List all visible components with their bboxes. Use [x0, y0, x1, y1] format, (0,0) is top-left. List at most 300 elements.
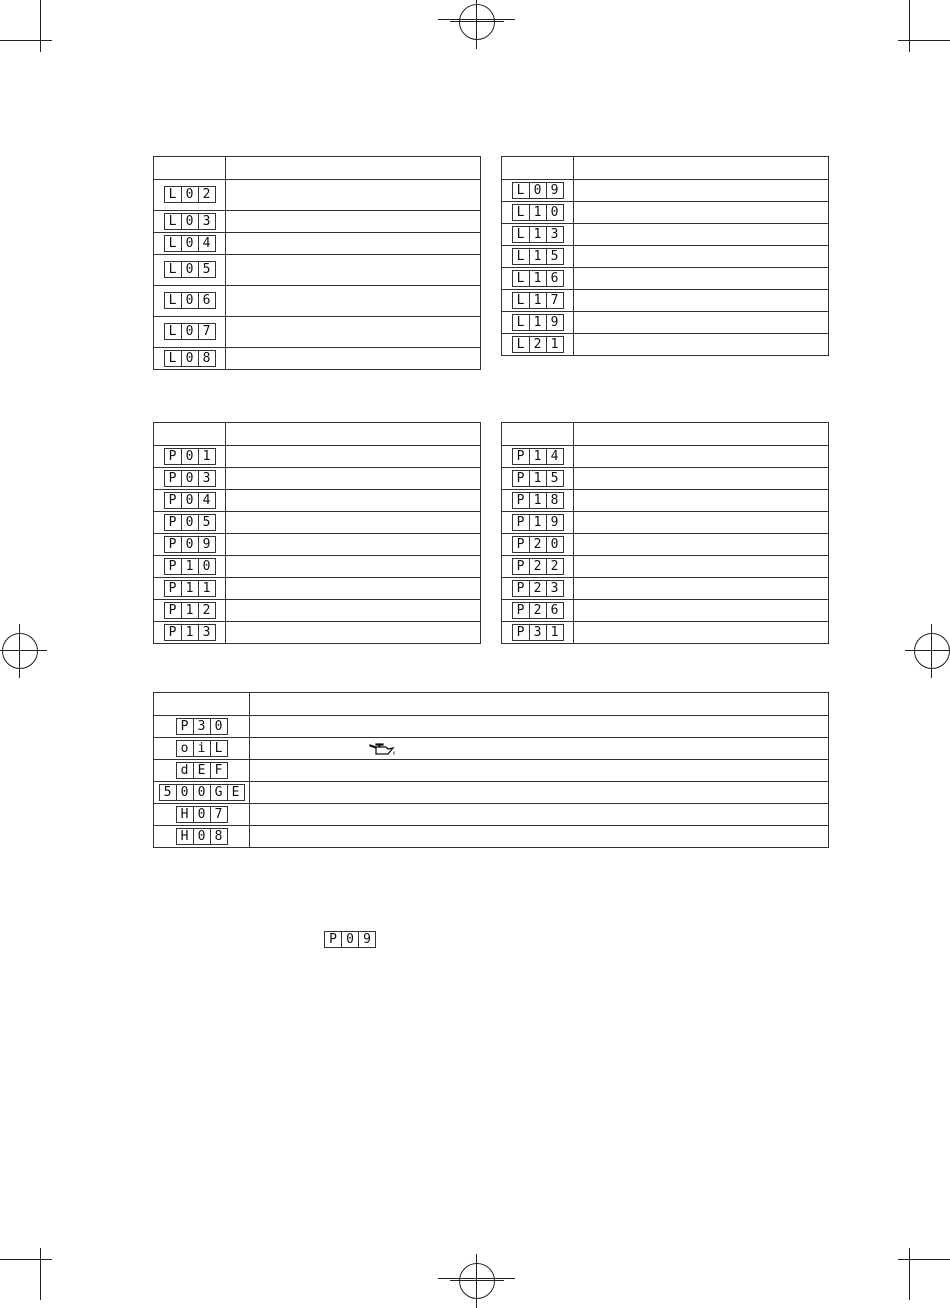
seven-segment-code	[512, 602, 564, 619]
table-row	[154, 468, 481, 490]
table-row	[502, 468, 829, 490]
seven-segment-code	[512, 292, 564, 309]
seven-segment-code	[164, 448, 216, 465]
segment-digit: L	[516, 292, 525, 308]
segment-digit: 9	[546, 515, 563, 530]
segment-digit: 2	[546, 559, 563, 574]
registration-mark-icon	[459, 4, 495, 40]
table-row	[154, 738, 829, 760]
segment-digit: H	[180, 806, 189, 822]
code-cell	[154, 348, 226, 370]
table-row	[502, 622, 829, 644]
description-cell	[250, 716, 829, 738]
seven-segment-code	[512, 536, 564, 553]
segment-digit: P	[516, 448, 525, 464]
segment-digit: L	[516, 314, 525, 330]
description-cell	[226, 446, 481, 468]
segment-digit: 1	[529, 205, 546, 220]
table-row	[502, 600, 829, 622]
segment-digit: 1	[529, 515, 546, 530]
segment-digit: 0	[546, 537, 563, 552]
error-code-table-p-right	[501, 422, 829, 644]
segment-digit: 1	[198, 449, 215, 464]
segment-digit: 1	[529, 227, 546, 242]
segment-digit: P	[168, 558, 177, 574]
segment-digit: 0	[176, 785, 193, 800]
segment-digit: 0	[181, 262, 198, 277]
seven-segment-code	[512, 448, 564, 465]
segment-digit: 2	[529, 581, 546, 596]
segment-digit: F	[210, 763, 227, 778]
description-cell	[250, 782, 829, 804]
description-cell	[574, 202, 829, 224]
segment-digit: 1	[181, 603, 198, 618]
table-row	[154, 600, 481, 622]
description-cell	[574, 446, 829, 468]
description-cell	[250, 738, 829, 760]
code-cell	[502, 490, 574, 512]
table-row	[502, 224, 829, 246]
table-row	[502, 268, 829, 290]
table-row	[502, 290, 829, 312]
description-cell	[226, 600, 481, 622]
code-cell	[154, 512, 226, 534]
code-cell	[502, 202, 574, 224]
table-row	[154, 211, 481, 233]
description-cell	[574, 534, 829, 556]
segment-digit: 0	[341, 932, 358, 947]
segment-digit: L	[168, 213, 177, 229]
segment-digit: 7	[546, 293, 563, 308]
description-cell	[574, 468, 829, 490]
segment-digit: 4	[198, 236, 215, 251]
segment-digit: 2	[198, 187, 215, 202]
table-row	[502, 246, 829, 268]
table-row	[154, 760, 829, 782]
table-row	[154, 622, 481, 644]
segment-digit: 8	[198, 351, 215, 366]
segment-digit: P	[168, 580, 177, 596]
code-cell	[502, 246, 574, 268]
segment-digit: 0	[181, 324, 198, 339]
segment-digit: P	[168, 514, 177, 530]
segment-digit: P	[516, 470, 525, 486]
description-cell	[226, 512, 481, 534]
segment-digit: E	[227, 785, 244, 800]
code-cell	[502, 600, 574, 622]
seven-segment-code	[512, 624, 564, 641]
table-row	[154, 348, 481, 370]
segment-digit: 4	[546, 449, 563, 464]
seven-segment-code	[512, 492, 564, 509]
segment-digit: 7	[198, 324, 215, 339]
oil-can-icon	[368, 741, 396, 757]
table-row	[154, 446, 481, 468]
segment-digit: 3	[546, 227, 563, 242]
code-cell	[502, 180, 574, 202]
segment-digit: L	[516, 270, 525, 286]
table-header-row	[154, 157, 481, 180]
segment-digit: P	[168, 492, 177, 508]
table-row	[502, 512, 829, 534]
description-cell	[250, 826, 829, 848]
segment-digit: 1	[546, 625, 563, 640]
segment-digit: 1	[529, 293, 546, 308]
code-cell	[154, 233, 226, 255]
code-cell	[502, 556, 574, 578]
description-cell	[226, 534, 481, 556]
segment-digit: L	[516, 226, 525, 242]
seven-segment-code	[164, 558, 216, 575]
table-row	[502, 334, 829, 356]
error-code-table-l-right	[501, 156, 829, 356]
code-cell	[154, 782, 250, 804]
table-row	[502, 180, 829, 202]
segment-digit: 1	[529, 249, 546, 264]
table-row	[154, 556, 481, 578]
crop-mark	[898, 40, 950, 41]
table-row	[154, 255, 481, 286]
seven-segment-code	[164, 624, 216, 641]
seven-segment-code	[512, 336, 564, 353]
segment-digit: P	[168, 536, 177, 552]
code-cell	[154, 826, 250, 848]
segment-digit: P	[168, 624, 177, 640]
seven-segment-code	[512, 204, 564, 221]
segment-digit: P	[516, 602, 525, 618]
table-row	[154, 512, 481, 534]
code-cell	[502, 290, 574, 312]
segment-digit: 9	[198, 537, 215, 552]
code-cell	[154, 286, 226, 317]
segment-digit: P	[168, 448, 177, 464]
segment-digit: 5	[163, 784, 172, 800]
segment-digit: 1	[529, 471, 546, 486]
seven-segment-code	[164, 213, 216, 230]
registration-mark-icon	[2, 633, 38, 669]
code-cell	[502, 446, 574, 468]
segment-digit: 9	[358, 932, 375, 947]
segment-digit: L	[168, 187, 177, 203]
code-cell	[154, 600, 226, 622]
seven-segment-code	[512, 514, 564, 531]
seven-segment-code	[512, 580, 564, 597]
seven-segment-code	[164, 323, 216, 340]
segment-digit: L	[516, 204, 525, 220]
crop-mark	[0, 40, 52, 41]
description-cell	[574, 224, 829, 246]
table-body	[154, 716, 829, 848]
code-cell	[154, 317, 226, 348]
segment-digit: 0	[181, 449, 198, 464]
seven-segment-code	[164, 514, 216, 531]
segment-digit: 1	[529, 493, 546, 508]
description-cell	[574, 600, 829, 622]
segment-digit: 0	[529, 183, 546, 198]
crop-mark	[909, 0, 910, 52]
seven-segment-code	[512, 226, 564, 243]
description-cell	[574, 622, 829, 644]
segment-digit: 1	[529, 449, 546, 464]
table-header-row	[502, 157, 829, 180]
table-body	[502, 446, 829, 644]
segment-digit: 2	[529, 559, 546, 574]
description-cell	[574, 312, 829, 334]
seven-segment-code	[164, 186, 216, 203]
segment-digit: 1	[529, 315, 546, 330]
segment-digit: L	[516, 336, 525, 352]
description-cell	[574, 246, 829, 268]
segment-digit: L	[210, 741, 227, 756]
description-cell	[226, 556, 481, 578]
seven-segment-code	[512, 314, 564, 331]
segment-digit: 0	[181, 236, 198, 251]
segment-digit: 8	[546, 493, 563, 508]
description-cell	[574, 490, 829, 512]
description-cell	[574, 268, 829, 290]
table-body	[502, 180, 829, 356]
code-cell	[502, 268, 574, 290]
seven-segment-code	[176, 806, 228, 823]
code-cell	[154, 738, 250, 760]
code-cell	[502, 468, 574, 490]
segment-digit: L	[516, 248, 525, 264]
segment-digit: 3	[193, 719, 210, 734]
segment-digit: 1	[529, 271, 546, 286]
segment-digit: L	[168, 235, 177, 251]
seven-segment-code	[512, 248, 564, 265]
segment-digit: 2	[529, 603, 546, 618]
segment-digit: 0	[181, 293, 198, 308]
code-cell	[502, 312, 574, 334]
description-cell	[226, 317, 481, 348]
segment-digit: 1	[181, 625, 198, 640]
table-row	[502, 202, 829, 224]
code-cell	[502, 622, 574, 644]
code-cell	[154, 556, 226, 578]
description-cell	[574, 512, 829, 534]
table-row	[154, 490, 481, 512]
segment-digit: 0	[181, 515, 198, 530]
segment-digit: i	[193, 741, 210, 756]
table-row	[154, 286, 481, 317]
segment-digit: P	[516, 492, 525, 508]
crop-mark	[40, 0, 41, 52]
crop-mark	[40, 1248, 41, 1300]
error-code-table-l-left	[153, 156, 481, 370]
table-row	[154, 534, 481, 556]
segment-digit: 0	[181, 537, 198, 552]
segment-digit: 5	[198, 262, 215, 277]
segment-digit: E	[193, 763, 210, 778]
description-cell	[226, 211, 481, 233]
segment-digit: 0	[198, 559, 215, 574]
table-row	[154, 578, 481, 600]
seven-segment-code	[164, 261, 216, 278]
description-cell	[574, 556, 829, 578]
table-body	[154, 180, 481, 370]
seven-segment-code	[324, 931, 376, 948]
table-header-row	[154, 423, 481, 446]
segment-digit: 9	[546, 315, 563, 330]
table-row	[154, 716, 829, 738]
code-cell	[502, 334, 574, 356]
table-header-row	[502, 423, 829, 446]
seven-segment-code	[159, 784, 245, 801]
segment-digit: L	[168, 350, 177, 366]
table-body	[154, 446, 481, 644]
seven-segment-code	[512, 558, 564, 575]
description-cell	[226, 255, 481, 286]
table-row	[502, 534, 829, 556]
description-cell	[574, 180, 829, 202]
description-cell	[226, 490, 481, 512]
segment-digit: d	[180, 762, 189, 778]
seven-segment-code	[176, 762, 228, 779]
note-code-display	[324, 931, 376, 949]
code-cell	[154, 446, 226, 468]
description-cell	[226, 578, 481, 600]
code-cell	[154, 180, 226, 211]
code-cell	[154, 534, 226, 556]
crop-mark	[909, 1248, 910, 1300]
code-cell	[502, 224, 574, 246]
description-cell	[226, 180, 481, 211]
seven-segment-code	[164, 235, 216, 252]
seven-segment-code	[164, 350, 216, 367]
code-cell	[502, 534, 574, 556]
segment-digit: 9	[546, 183, 563, 198]
segment-digit: 3	[546, 581, 563, 596]
segment-digit: o	[180, 740, 189, 756]
segment-digit: P	[516, 624, 525, 640]
segment-digit: 1	[181, 581, 198, 596]
description-cell	[226, 622, 481, 644]
seven-segment-code	[164, 602, 216, 619]
seven-segment-code	[512, 182, 564, 199]
segment-digit: 4	[198, 493, 215, 508]
table-row	[154, 782, 829, 804]
description-cell	[250, 804, 829, 826]
segment-digit: L	[168, 324, 177, 340]
code-cell	[154, 804, 250, 826]
segment-digit: 5	[198, 515, 215, 530]
segment-digit: P	[516, 580, 525, 596]
segment-digit: 3	[198, 471, 215, 486]
description-cell	[226, 348, 481, 370]
segment-digit: 5	[546, 471, 563, 486]
segment-digit: 3	[198, 214, 215, 229]
segment-digit: P	[516, 514, 525, 530]
description-cell	[226, 233, 481, 255]
error-code-table-p-left	[153, 422, 481, 644]
code-cell	[154, 578, 226, 600]
table-row	[502, 556, 829, 578]
crop-mark	[898, 1259, 950, 1260]
seven-segment-code	[512, 270, 564, 287]
segment-digit: 1	[198, 581, 215, 596]
seven-segment-code	[176, 740, 228, 757]
code-cell	[154, 468, 226, 490]
segment-digit: 7	[210, 807, 227, 822]
segment-digit: 0	[181, 493, 198, 508]
segment-digit: 2	[529, 537, 546, 552]
segment-digit: P	[168, 470, 177, 486]
segment-digit: 1	[181, 559, 198, 574]
table-header-row	[154, 693, 829, 716]
segment-digit: 0	[193, 785, 210, 800]
segment-digit: 2	[198, 603, 215, 618]
crop-mark	[0, 1259, 52, 1260]
segment-digit: P	[329, 932, 337, 948]
seven-segment-code	[164, 470, 216, 487]
segment-digit: L	[168, 262, 177, 278]
description-cell	[574, 290, 829, 312]
segment-digit: 6	[546, 603, 563, 618]
segment-digit: P	[516, 558, 525, 574]
description-cell	[574, 578, 829, 600]
segment-digit: 0	[193, 807, 210, 822]
seven-segment-code	[512, 470, 564, 487]
table-row	[502, 578, 829, 600]
segment-digit: 6	[198, 293, 215, 308]
description-cell	[250, 760, 829, 782]
segment-digit: G	[210, 785, 227, 800]
code-cell	[154, 760, 250, 782]
code-cell	[502, 578, 574, 600]
segment-digit: 6	[546, 271, 563, 286]
seven-segment-code	[164, 580, 216, 597]
seven-segment-code	[164, 536, 216, 553]
segment-digit: 0	[181, 471, 198, 486]
code-cell	[154, 211, 226, 233]
segment-digit: L	[516, 182, 525, 198]
segment-digit: 0	[546, 205, 563, 220]
table-row	[502, 490, 829, 512]
code-cell	[502, 512, 574, 534]
warning-code-table	[153, 692, 829, 848]
table-row	[154, 826, 829, 848]
segment-digit: 0	[210, 719, 227, 734]
table-row	[154, 804, 829, 826]
code-cell	[154, 716, 250, 738]
registration-mark-icon	[914, 633, 950, 669]
code-cell	[154, 490, 226, 512]
seven-segment-code	[164, 492, 216, 509]
segment-digit: P	[516, 536, 525, 552]
segment-digit: 1	[546, 337, 563, 352]
code-cell	[154, 255, 226, 286]
seven-segment-code	[164, 292, 216, 309]
segment-digit: 2	[529, 337, 546, 352]
segment-digit: 8	[210, 829, 227, 844]
segment-digit: 0	[181, 187, 198, 202]
description-cell	[226, 468, 481, 490]
segment-digit: 3	[198, 625, 215, 640]
segment-digit: 0	[193, 829, 210, 844]
table-row	[502, 312, 829, 334]
description-cell	[574, 334, 829, 356]
segment-digit: H	[180, 828, 189, 844]
segment-digit: 5	[546, 249, 563, 264]
seven-segment-code	[176, 828, 228, 845]
table-row	[154, 317, 481, 348]
segment-digit: L	[168, 293, 177, 309]
seven-segment-code	[176, 718, 228, 735]
segment-digit: P	[180, 718, 189, 734]
segment-digit: 0	[181, 214, 198, 229]
segment-digit: 3	[529, 625, 546, 640]
